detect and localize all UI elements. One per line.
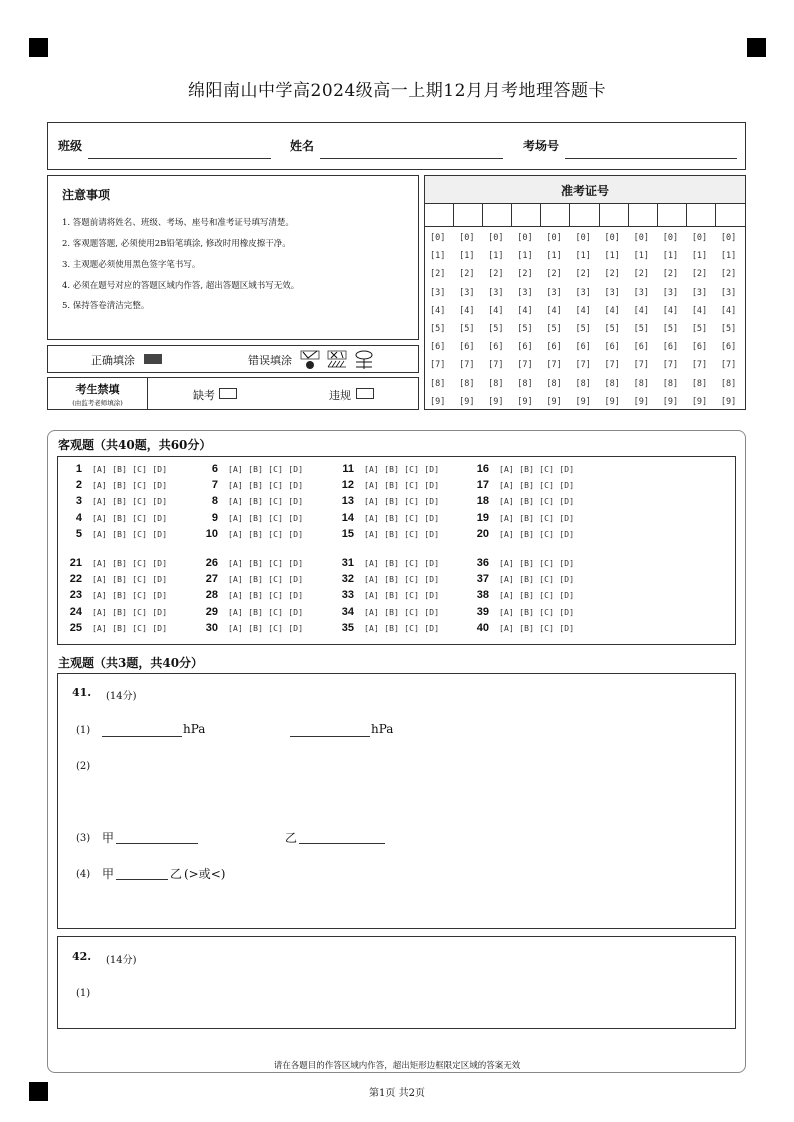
q41-part1-label: (1) <box>76 725 91 736</box>
question-number: 22 <box>69 573 82 586</box>
note-item: 3. 主观题必须使用黑色签字笔书写。 <box>62 260 201 270</box>
answer-options[interactable]: [A] [B] [C] [D] <box>92 465 168 474</box>
answer-options[interactable]: [A] [B] [C] [D] <box>228 529 304 539</box>
q42-number: 42. <box>72 950 92 963</box>
class-label: 班级 <box>58 139 83 153</box>
answer-options[interactable]: [A] [B] [C] [D] <box>364 607 440 617</box>
answer-options[interactable]: [A] [B] [C] [D] <box>364 481 440 491</box>
exam-id-digit-bubble[interactable]: [2] <box>575 269 591 280</box>
exam-id-digit-bubble[interactable]: [1] <box>546 251 562 262</box>
exam-id-digit-bubble[interactable]: [7] <box>720 360 737 371</box>
q41-part1-unit-1: hPa <box>183 722 206 736</box>
answer-options[interactable]: [A] [B] [C] [D] <box>499 465 575 474</box>
page-number: 第1页 共2页 <box>369 1088 425 1099</box>
answer-options[interactable]: [A] [B] [C] [D] <box>228 465 304 474</box>
question-number: 30 <box>205 621 218 634</box>
question-number: 10 <box>205 527 218 540</box>
exam-id-digit-bubble[interactable]: [9] <box>430 396 446 407</box>
answer-options[interactable]: [A] [B] [C] [D] <box>364 591 440 601</box>
answer-options[interactable]: [A] [B] [C] [D] <box>92 529 168 539</box>
exam-id-digit-bubble[interactable]: [1] <box>430 251 446 262</box>
exam-id-box <box>424 175 746 410</box>
exam-id-digit-bubble[interactable]: [4] <box>662 305 679 316</box>
question-number: 35 <box>341 621 354 634</box>
exam-id-digit-bubble[interactable]: [7] <box>546 360 562 371</box>
exam-id-digit-bubble[interactable]: [7] <box>691 360 708 371</box>
question-number: 23 <box>69 589 82 602</box>
exam-id-digit-bubble[interactable]: [6] <box>662 342 679 353</box>
exam-id-digit-bubble[interactable]: [6] <box>575 342 591 353</box>
answer-options[interactable]: [A] [B] [C] [D] <box>499 575 575 585</box>
exam-id-digit-bubble[interactable]: [8] <box>430 378 446 389</box>
question-number: 8 <box>211 495 218 508</box>
exam-id-write-cell[interactable] <box>687 203 716 227</box>
exam-id-digit-bubble[interactable]: [6] <box>720 342 737 353</box>
exam-id-digit-bubble[interactable]: [2] <box>517 269 533 280</box>
question-41-box[interactable] <box>57 673 736 929</box>
exam-id-digit-bubble[interactable]: [4] <box>517 305 533 316</box>
exam-id-digit-bubble[interactable]: [0] <box>662 233 679 243</box>
q41-part3-jia: 甲 <box>102 831 115 845</box>
exam-id-digit-bubble[interactable]: [8] <box>691 378 708 389</box>
exam-id-digit-bubble[interactable]: [9] <box>691 396 708 407</box>
answer-options[interactable]: [A] [B] [C] [D] <box>92 513 168 523</box>
answer-options[interactable]: [A] [B] [C] [D] <box>499 481 575 491</box>
question-number: 7 <box>211 479 218 492</box>
question-number: 37 <box>476 573 489 586</box>
wrong-fill-label: 错误填涂 <box>248 354 292 367</box>
answer-options[interactable]: [A] [B] [C] [D] <box>228 481 304 491</box>
exam-id-digit-bubble[interactable]: [0] <box>691 233 708 243</box>
correct-fill-label: 正确填涂 <box>91 354 135 367</box>
exam-id-digit-bubble[interactable]: [9] <box>662 396 679 407</box>
question-number: 18 <box>476 495 489 508</box>
objective-title: 客观题（共40题，共60分） <box>58 438 212 452</box>
question-number: 36 <box>476 557 489 569</box>
q41-part4-hint: (>或<) <box>184 867 226 881</box>
question-number: 29 <box>205 605 218 618</box>
exam-id-digit-bubble[interactable]: [7] <box>488 360 504 371</box>
question-number: 32 <box>341 573 354 586</box>
exam-id-digit-bubble[interactable]: [4] <box>633 305 649 316</box>
notes-box <box>47 175 419 340</box>
answer-options[interactable]: [A] [B] [C] [D] <box>499 607 575 617</box>
answer-options[interactable]: [A] [B] [C] [D] <box>228 559 304 568</box>
exam-id-digit-bubble[interactable]: [3] <box>604 287 620 298</box>
exam-room-label: 考场号 <box>523 139 560 153</box>
alignment-marker-top-left <box>29 38 48 57</box>
q41-number: 41. <box>72 686 92 699</box>
question-number: 16 <box>476 463 489 475</box>
exam-id-header <box>425 176 745 204</box>
exam-id-digit-bubble[interactable]: [3] <box>691 287 708 298</box>
question-number: 5 <box>75 527 82 540</box>
exam-id-digit-bubble[interactable]: [4] <box>459 305 475 316</box>
question-number: 6 <box>211 463 218 475</box>
exam-id-write-cell[interactable] <box>454 203 483 227</box>
question-number: 11 <box>342 463 354 475</box>
q41-part3-label: (3) <box>76 833 91 844</box>
exam-id-digit-bubble[interactable]: [0] <box>430 233 446 243</box>
exam-id-digit-bubble[interactable]: [6] <box>546 342 562 353</box>
exam-id-digit-bubble[interactable]: [8] <box>459 378 475 389</box>
exam-id-digit-bubble[interactable]: [2] <box>459 269 475 280</box>
exam-id-digit-bubble[interactable]: [7] <box>662 360 679 371</box>
wrong-fill-samples-icon <box>300 349 380 371</box>
exam-ban-note: (由监考老师填涂) <box>72 399 123 407</box>
exam-id-write-cell[interactable] <box>541 203 570 227</box>
question-number: 12 <box>341 479 354 492</box>
exam-id-digit-bubble[interactable]: [5] <box>691 324 708 334</box>
exam-id-digit-bubble[interactable]: [1] <box>720 251 737 262</box>
exam-id-digit-bubble[interactable]: [5] <box>720 324 737 334</box>
exam-id-write-cell[interactable] <box>483 203 512 227</box>
exam-id-write-cell[interactable] <box>658 203 687 227</box>
answer-options[interactable]: [A] [B] [C] [D] <box>499 559 575 568</box>
question-number: 34 <box>341 605 354 618</box>
question-number: 13 <box>341 495 354 508</box>
exam-id-digit-bubble[interactable]: [5] <box>546 324 562 334</box>
absent-checkbox[interactable] <box>219 388 237 399</box>
exam-id-digit-bubble[interactable]: [5] <box>430 324 446 334</box>
exam-id-digit-bubble[interactable]: [8] <box>662 378 679 389</box>
exam-id-digit-bubble[interactable]: [4] <box>488 305 504 316</box>
exam-id-digit-bubble[interactable]: [2] <box>633 269 649 280</box>
exam-id-digit-bubble[interactable]: [3] <box>430 287 446 298</box>
answer-options[interactable]: [A] [B] [C] [D] <box>92 591 168 601</box>
answer-options[interactable]: [A] [B] [C] [D] <box>228 575 304 585</box>
q41-part1-blank-2[interactable] <box>290 736 370 737</box>
exam-id-digit-bubble[interactable]: [2] <box>488 269 504 280</box>
answer-options[interactable]: [A] [B] [C] [D] <box>228 513 304 523</box>
violation-checkbox[interactable] <box>356 388 374 399</box>
exam-id-digit-bubble[interactable]: [2] <box>430 269 446 280</box>
exam-id-digit-bubble[interactable]: [5] <box>488 324 504 334</box>
exam-id-digit-bubble[interactable]: [1] <box>517 251 533 262</box>
question-number: 3 <box>75 495 82 508</box>
exam-id-digit-bubble[interactable]: [3] <box>488 287 504 298</box>
question-number: 39 <box>476 605 489 618</box>
exam-id-digit-bubble[interactable]: [6] <box>633 342 649 353</box>
question-number: 4 <box>75 511 82 524</box>
exam-id-digit-bubble[interactable]: [4] <box>575 305 591 316</box>
name-field[interactable] <box>320 158 503 159</box>
exam-id-digit-bubble[interactable]: [5] <box>633 324 649 334</box>
exam-id-digit-bubble[interactable]: [5] <box>459 324 475 334</box>
exam-id-digit-bubble[interactable]: [8] <box>546 378 562 389</box>
exam-id-digit-bubble[interactable]: [8] <box>488 378 504 389</box>
question-number: 28 <box>205 589 218 602</box>
exam-id-digit-bubble[interactable]: [3] <box>633 287 649 298</box>
answer-options[interactable]: [A] [B] [C] [D] <box>92 559 168 568</box>
exam-id-digit-bubble[interactable]: [0] <box>575 233 591 243</box>
exam-id-digit-bubble[interactable]: [5] <box>575 324 591 334</box>
class-field[interactable] <box>88 158 271 159</box>
exam-id-digit-bubble[interactable]: [9] <box>517 396 533 407</box>
exam-id-digit-bubble[interactable]: [1] <box>488 251 504 262</box>
answer-options[interactable]: [A] [B] [C] [D] <box>364 575 440 585</box>
exam-id-digit-bubble[interactable]: [7] <box>633 360 649 371</box>
answer-options[interactable]: [A] [B] [C] [D] <box>499 623 575 633</box>
exam-id-digit-bubble[interactable]: [0] <box>517 233 533 243</box>
exam-id-digit-bubble[interactable]: [7] <box>604 360 620 371</box>
note-item: 5. 保持答卷清洁完整。 <box>62 301 150 311</box>
answer-options[interactable]: [A] [B] [C] [D] <box>228 591 304 601</box>
exam-id-digit-bubble[interactable]: [9] <box>488 396 504 407</box>
exam-room-field[interactable] <box>565 158 737 159</box>
answer-options[interactable]: [A] [B] [C] [D] <box>92 607 168 617</box>
objective-questions <box>58 457 735 644</box>
answer-options[interactable]: [A] [B] [C] [D] <box>364 465 440 474</box>
exam-id-digit-bubble[interactable]: [8] <box>604 378 620 389</box>
exam-id-digit-bubble[interactable]: [9] <box>575 396 591 407</box>
student-info-box <box>47 122 746 170</box>
exam-id-digit-bubble[interactable]: [3] <box>575 287 591 298</box>
exam-id-digit-bubble[interactable]: [9] <box>720 396 737 407</box>
exam-ban-label-cell <box>48 378 148 409</box>
exam-id-digit-bubble[interactable]: [5] <box>604 324 620 334</box>
exam-id-digit-bubble[interactable]: [1] <box>459 251 475 262</box>
exam-id-write-cell[interactable] <box>425 203 454 227</box>
exam-id-write-cell[interactable] <box>716 203 745 227</box>
exam-id-digit-bubble[interactable]: [5] <box>662 324 679 334</box>
exam-id-digit-bubble[interactable]: [0] <box>720 233 737 243</box>
answer-area-warning: 请在各题目的作答区域内作答，超出矩形边框限定区域的答案无效 <box>273 1061 521 1071</box>
question-number: 17 <box>476 479 489 492</box>
objective-answer-box <box>57 456 736 645</box>
answer-options[interactable]: [A] [B] [C] [D] <box>364 623 440 633</box>
absent-label: 缺考 <box>193 389 215 402</box>
exam-id-digit-bubble[interactable]: [8] <box>633 378 649 389</box>
exam-id-digit-bubble[interactable]: [6] <box>488 342 504 353</box>
question-number: 40 <box>476 621 489 634</box>
exam-id-digit-bubble[interactable]: [7] <box>430 360 446 371</box>
exam-id-write-cell[interactable] <box>570 203 599 227</box>
answer-options[interactable]: [A] [B] [C] [D] <box>364 497 440 507</box>
q41-part3-yi: 乙 <box>285 831 298 845</box>
answer-options[interactable]: [A] [B] [C] [D] <box>228 607 304 617</box>
question-number: 19 <box>476 511 489 524</box>
note-item: 2. 客观题答题, 必须使用2B铅笔填涂, 修改时用橡皮擦干净。 <box>62 239 291 249</box>
exam-id-grid <box>425 203 745 409</box>
answer-options[interactable]: [A] [B] [C] [D] <box>364 513 440 523</box>
exam-id-digit-bubble[interactable]: [4] <box>691 305 708 316</box>
answer-options[interactable]: [A] [B] [C] [D] <box>499 591 575 601</box>
exam-id-digit-bubble[interactable]: [2] <box>662 269 679 280</box>
subjective-title: 主观题（共3题，共40分） <box>58 656 204 670</box>
q41-part3-blank-yi[interactable] <box>299 843 385 844</box>
answer-options[interactable]: [A] [B] [C] [D] <box>228 623 304 633</box>
exam-id-title: 准考证号 <box>560 184 609 198</box>
q41-part3-blank-jia[interactable] <box>116 843 198 844</box>
exam-id-digit-bubble[interactable]: [4] <box>546 305 562 316</box>
answer-options[interactable]: [A] [B] [C] [D] <box>92 575 168 585</box>
exam-id-digit-bubble[interactable]: [0] <box>546 233 562 243</box>
exam-id-digit-bubble[interactable]: [6] <box>517 342 533 353</box>
question-number: 9 <box>211 511 218 524</box>
exam-id-digit-bubble[interactable]: [7] <box>517 360 533 371</box>
q41-part1-unit-2: hPa <box>371 722 394 736</box>
note-item: 4. 必须在题号对应的答题区域内作答, 超出答题区域书写无效。 <box>62 281 300 291</box>
exam-id-digit-bubble[interactable]: [6] <box>604 342 620 353</box>
exam-id-digit-bubble[interactable]: [3] <box>459 287 475 298</box>
question-number: 31 <box>341 557 354 569</box>
q41-part1-blank-1[interactable] <box>102 736 182 737</box>
question-number: 24 <box>69 605 82 618</box>
alignment-marker-top-right <box>747 38 766 57</box>
q41-part4-yi: 乙 <box>170 867 183 881</box>
exam-ban-label: 考生禁填 <box>75 383 120 396</box>
exam-ban-box <box>47 377 419 410</box>
exam-id-digit-bubble[interactable]: [7] <box>575 360 591 371</box>
exam-id-digit-bubble[interactable]: [3] <box>662 287 679 298</box>
question-number: 1 <box>75 463 82 475</box>
page-title: 绵阳南山中学高2024级高一上期12月月考地理答题卡 <box>188 81 606 101</box>
exam-id-write-cell[interactable] <box>512 203 541 227</box>
answer-options[interactable]: [A] [B] [C] [D] <box>92 623 168 633</box>
exam-id-digit-bubble[interactable]: [1] <box>633 251 649 262</box>
q42-part1-label: (1) <box>76 988 91 999</box>
name-label: 姓名 <box>290 139 315 153</box>
exam-id-digit-bubble[interactable]: [7] <box>459 360 475 371</box>
exam-id-digit-bubble[interactable]: [6] <box>430 342 446 353</box>
fill-example-box <box>47 345 419 373</box>
q41-part4-blank[interactable] <box>116 879 168 880</box>
correct-fill-sample <box>144 354 162 364</box>
exam-id-digit-bubble[interactable]: [0] <box>488 233 504 243</box>
exam-id-digit-bubble[interactable]: [3] <box>546 287 562 298</box>
exam-id-digit-bubble[interactable]: [0] <box>459 233 475 243</box>
exam-id-digit-bubble[interactable]: [2] <box>604 269 620 280</box>
exam-id-digit-bubble[interactable]: [5] <box>517 324 533 334</box>
exam-id-digit-bubble[interactable]: [8] <box>720 378 737 389</box>
question-number: 26 <box>205 557 218 569</box>
answer-options[interactable]: [A] [B] [C] [D] <box>92 497 168 507</box>
exam-id-digit-bubble[interactable]: [2] <box>720 269 737 280</box>
exam-id-digit-bubble[interactable]: [2] <box>546 269 562 280</box>
answer-options[interactable]: [A] [B] [C] [D] <box>364 529 440 539</box>
exam-id-digit-bubble[interactable]: [9] <box>459 396 475 407</box>
question-42-box[interactable] <box>57 936 736 1029</box>
answer-options[interactable]: [A] [B] [C] [D] <box>499 513 575 523</box>
exam-id-digit-bubble[interactable]: [3] <box>517 287 533 298</box>
exam-id-digit-bubble[interactable]: [0] <box>633 233 649 243</box>
answer-options[interactable]: [A] [B] [C] [D] <box>228 497 304 507</box>
note-item: 1. 答题前请将姓名、班级、考场、座号和准考证号填写清楚。 <box>62 218 294 228</box>
q41-part4-jia: 甲 <box>102 867 115 881</box>
exam-id-digit-bubble[interactable]: [1] <box>575 251 591 262</box>
q41-score: (14分) <box>106 691 137 702</box>
exam-id-digit-bubble[interactable]: [3] <box>720 287 737 298</box>
notes-title: 注意事项 <box>62 188 111 202</box>
question-number: 25 <box>69 621 82 634</box>
question-number: 15 <box>341 527 354 540</box>
exam-id-digit-bubble[interactable]: [6] <box>691 342 708 353</box>
exam-id-digit-bubble[interactable]: [9] <box>546 396 562 407</box>
answer-options[interactable]: [A] [B] [C] [D] <box>92 481 168 491</box>
exam-id-digit-bubble[interactable]: [1] <box>604 251 620 262</box>
exam-id-digit-bubble[interactable]: [4] <box>720 305 737 316</box>
question-number: 27 <box>205 573 218 586</box>
violation-label: 违规 <box>329 389 351 402</box>
exam-id-write-cell[interactable] <box>600 203 629 227</box>
exam-id-digit-bubble[interactable]: [8] <box>517 378 533 389</box>
answer-options[interactable]: [A] [B] [C] [D] <box>499 529 575 539</box>
q41-part4-label: (4) <box>76 869 91 880</box>
question-number: 21 <box>69 557 82 569</box>
question-number: 38 <box>476 589 489 602</box>
exam-id-digit-bubble[interactable]: [1] <box>662 251 679 262</box>
exam-id-digit-bubble[interactable]: [4] <box>430 305 446 316</box>
exam-id-digit-bubble[interactable]: [2] <box>691 269 708 280</box>
answer-options[interactable]: [A] [B] [C] [D] <box>364 559 440 568</box>
exam-id-digit-bubble[interactable]: [6] <box>459 342 475 353</box>
exam-id-digit-bubble[interactable]: [9] <box>604 396 620 407</box>
q41-part2-label: (2) <box>76 761 91 772</box>
exam-id-write-cell[interactable] <box>629 203 658 227</box>
question-number: 33 <box>341 589 354 602</box>
exam-id-digit-bubble[interactable]: [4] <box>604 305 620 316</box>
question-number: 14 <box>341 511 354 524</box>
exam-id-digit-bubble[interactable]: [1] <box>691 251 708 262</box>
exam-id-digit-bubble[interactable]: [9] <box>633 396 649 407</box>
q42-score: (14分) <box>106 955 137 966</box>
question-number: 2 <box>75 479 82 492</box>
answer-options[interactable]: [A] [B] [C] [D] <box>499 497 575 507</box>
exam-id-digit-bubble[interactable]: [8] <box>575 378 591 389</box>
question-number: 20 <box>476 527 489 540</box>
exam-id-digit-bubble[interactable]: [0] <box>604 233 620 243</box>
